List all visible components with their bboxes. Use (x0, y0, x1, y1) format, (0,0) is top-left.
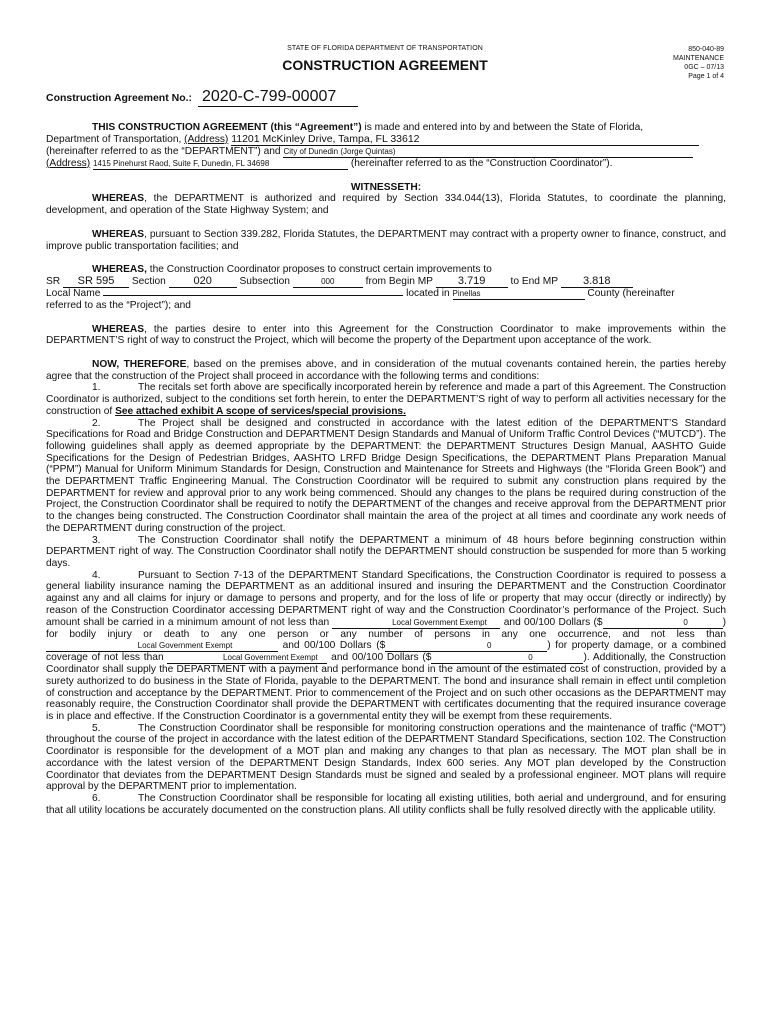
clause-2-text: The Project shall be designed and constructed in accordance with the latest edition of the DEPARTMENT’S Standard Specifications for Road and Bridge Construction and DEPARTMENT Design Standards and Manual of Uniform Traffic Control Devices (“MUTCD”). The following guidelines shall apply as deemed appropriate by the DEPARTMENT: the DEPARTMENT Structures Design Manual, AASHTO Guide Specifications for the Design of Pedestrian Bridges, AASHTO LRFD Bridge Design Specifications, the DEPARTMENT Plans Preparation Manual (“PPM”) Manual for Uniform Minimum Standards for Design, Construction and Maintenance for Streets and Highways (the “Florida Green Book”) and the DEPARTMENT Traffic Engineering Manual. The Construction Coordinator will be required to submit any construction plans required by the DEPARTMENT for review and approval prior to any work being commenced. Should any changes to the plans be required during construction of the Project, the Construction Coordinator shall be required to notify the DEPARTMENT of the changes and receive approval from the DEPARTMENT prior to the changes being constructed. The Construction Coordinator shall maintain the area of the project at all times and coordinate any work needs of the DEPARTMENT during construction of the project. (46, 417, 726, 534)
form-info (673, 45, 724, 81)
whereas-2-bold: WHEREAS (92, 228, 145, 240)
intro-lead: THIS CONSTRUCTION AGREEMENT (this “Agreement”) (92, 122, 362, 133)
intro-referred-text: (hereinafter referred to as the “DEPARTMENT”) and (46, 145, 281, 157)
clause-5 (46, 723, 726, 793)
clause-3-text: The Construction Coordinator shall notify the DEPARTMENT a minimum of 48 hours before beginning construction within DEPARTMENT right of way. The Construction Coordinator shall notify the DEPARTMENT should construction be suspended for more than 5 working days. (46, 534, 726, 569)
coordinator-address-label: (Address) (46, 157, 91, 169)
insurance-text-1: and 00/100 Dollars ($ (500, 616, 603, 628)
begin-mp-label: from Begin MP (365, 275, 433, 287)
clause-2 (46, 418, 726, 535)
sr-field[interactable]: SR 595 (63, 276, 129, 288)
now-therefore-bold: NOW, THEREFORE (92, 359, 187, 371)
insurance-text-6: ). Additionally, the Construction Coordinator shall supply the DEPARTMENT with a payment and performance bond in the amount of the estimated cost of construction, provided by a surety authorized to do business in the State of Florida, payable to the DEPARTMENT. The bond and insurance shall remain in effect until completion of construction and acceptance by the DEPARTMENT. Prior to commencement of the Project and on such other occasions as the DEPARTMENT may reasonably require, the Construction Coordinator shall provide the DEPARTMENT with certificates documenting that the required insurance coverage is in place and effective. If the Construction Coordinator is a governmental entity they will be exempt from these requirements. (46, 652, 726, 723)
local-name-field[interactable] (103, 295, 403, 296)
address-label: (Address) (184, 133, 229, 145)
insurance-text-4: ) for property damage, or a combined coverage of not less than (46, 640, 726, 664)
intro-coordinator-text: (hereinafter referred to as the “Construction Coordinator”). (350, 157, 613, 169)
insurance-exempt-field-1[interactable]: Local Government Exempt (332, 618, 500, 629)
clause-5-number: 5. (92, 722, 101, 734)
clause-5-text: The Construction Coordinator shall be responsible for monitoring construction operations and the maintenance of traffic (“MOT”) throughout the course of the project in accordance with the latest edition of the DEPARTMENT Standard Specifications, section 102. The Construction Coordinator is responsible for the development of a MOT plan and making any changes to that plan as necessary. The MOT plan shall be in accordance with the latest version of the DEPARTMENT Design Standards, Index 600 series. Any MOT plan developed by the Construction Coordinator that deviates from the DEPARTMENT Design Standards must be signed and sealed by a professional engineer. MOT plans will require approval by the DEPARTMENT prior to implementation. (46, 722, 726, 793)
clause-4-text: Pursuant to Section 7-13 of the DEPARTMENT Standard Specifications, the Construction Coordinator is required to possess a general liability insurance naming the DEPARTMENT as an additional insured and insuring the DEPARTMENT and the Construction Coordinator against any and all claims for injury or damage to persons and property, and for the loss of life or property that may occur (directly or indirectly) by reason of the Construction Coordinator accessing DEPARTMENT right of way and the Construction Coordinator’s performance of the Project. Such amount shall be carried in a minimum amount of not less than (46, 569, 726, 628)
insurance-text-2: ) for bodily injury or death to any one person or any number of persons in any one occurrence, and not less than (46, 616, 726, 640)
end-mp-label: to End MP (510, 275, 558, 287)
now-therefore (46, 359, 726, 382)
form-number: 850-040-89 (688, 46, 724, 53)
whereas-3-tail: referred to as the “Project”); and (46, 299, 191, 311)
whereas-4 (46, 324, 726, 347)
local-name-label: Local Name (46, 287, 101, 299)
whereas-1-text: , the DEPARTMENT is authorized and required by Section 334.044(13), Florida Statutes, to coordinate the planning, development, and operation of the State Highway System; and (46, 193, 726, 217)
clause-6-number: 6. (92, 792, 101, 804)
agreement-number-label: Construction Agreement No.: (46, 92, 193, 104)
insurance-exempt-field-2[interactable]: Local Government Exempt (46, 641, 278, 652)
whereas-1 (46, 193, 726, 216)
subsection-field[interactable]: 000 (293, 277, 363, 288)
whereas-3-text: the Construction Coordinator proposes to construct certain improvements to (146, 264, 492, 276)
coordinator-name-field[interactable]: City of Dunedin (Jorge Quintas) (283, 147, 693, 158)
now-therefore-text: , based on the premises above, and in consideration of the mutual covenants contained herein, the parties hereby agree that the construction of the Project shall proceed in accordance with the following terms and conditions: (46, 359, 726, 382)
clause-3-number: 3. (92, 534, 101, 546)
intro-line-1 (46, 122, 726, 134)
whereas-4-text: , the parties desire to enter into this Agreement for the Construction Coordinator to make improvements within the DEPARTMENT’S right of way to construct the Project, which will become the property of the Department upon acceptance of the work. (46, 323, 726, 347)
insurance-text-3: and 00/100 Dollars ($ (278, 640, 386, 652)
intro-line-4 (46, 158, 726, 170)
witnesseth-text: WITNESSETH: (350, 181, 422, 193)
located-label: located in (406, 287, 450, 299)
insurance-amount-field-3[interactable]: 0 (431, 653, 583, 664)
section-label: Section (131, 275, 166, 287)
clause-6 (46, 793, 726, 816)
county-field[interactable]: Pinellas (453, 289, 585, 300)
whereas-3-bold: WHEREAS, (92, 264, 147, 276)
section-field[interactable]: 020 (169, 276, 237, 288)
intro-line-3 (46, 146, 726, 158)
clause-2-number: 2. (92, 417, 101, 429)
whereas-4-bold: WHEREAS (92, 323, 145, 335)
begin-mp-field[interactable]: 3.719 (436, 276, 508, 288)
page-info: Page 1 of 4 (688, 73, 724, 80)
end-mp-field[interactable]: 3.818 (561, 276, 633, 288)
clause-4 (46, 570, 726, 723)
county-label: County (hereinafter (587, 287, 675, 299)
agency-name: STATE OF FLORIDA DEPARTMENT OF TRANSPORTATION (287, 45, 483, 52)
local-name-line (46, 288, 726, 300)
subsection-label: Subsection (239, 275, 290, 287)
intro-lead-rest: is made and entered into by and between the State of Florida, (361, 122, 644, 133)
sr-label: SR (46, 275, 61, 287)
exhibit-a-reference: See attached exhibit A scope of services/special provisions. (115, 405, 406, 417)
witnesseth-heading (46, 182, 726, 194)
project-location-line (46, 276, 726, 288)
agreement-number-field[interactable]: 2020-C-799-00007 (198, 88, 358, 107)
clause-1-text: The recitals set forth above are specifically incorporated herein by reference and made a part of this Agreement. The Construction Coordinator is authorized, subject to the conditions set forth herein, to enter the DEPARTMENT’S right of way to perform all activities necessary for the construction of (46, 382, 726, 417)
insurance-exempt-field-3[interactable]: Local Government Exempt (167, 653, 327, 664)
form-revision: 0GC – 07/13 (684, 64, 724, 71)
clause-4-number: 4. (92, 569, 101, 581)
insurance-amount-field-1[interactable]: 0 (603, 618, 723, 629)
insurance-text-5: and 00/100 Dollars ($ (327, 652, 432, 664)
whereas-3 (46, 264, 726, 276)
clause-1-number: 1. (92, 382, 101, 394)
document-title: CONSTRUCTION AGREEMENT (282, 57, 488, 73)
coordinator-address-field[interactable]: 1415 Pinehurst Raod, Suite F, Dunedin, FL 34698 (93, 159, 348, 170)
intro-dept-text: Department of Transportation, (46, 133, 185, 145)
agreement-body (46, 122, 726, 816)
agreement-number-row (46, 88, 358, 107)
form-category: MAINTENANCE (673, 55, 724, 62)
department-address-field[interactable]: 11201 McKinley Drive, Tampa, FL 33612 (231, 134, 699, 146)
insurance-amount-field-2[interactable]: 0 (385, 641, 547, 652)
whereas-1-bold: WHEREAS (92, 193, 145, 205)
clause-3 (46, 535, 726, 570)
intro-line-2 (46, 134, 726, 146)
whereas-2 (46, 229, 726, 252)
clause-1 (46, 382, 726, 417)
whereas-2-text: , pursuant to Section 339.282, Florida Statutes, the DEPARTMENT may contract with a property owner to finance, construct, and improve public transportation facilities; and (46, 228, 726, 252)
clause-6-text: The Construction Coordinator shall be responsible for locating all existing utilities, both aerial and underground, and for ensuring that all utility locations be accurately documented on the construction plans. All utility conflicts shall be fully resolved directly with the applicable utility. (46, 792, 726, 816)
